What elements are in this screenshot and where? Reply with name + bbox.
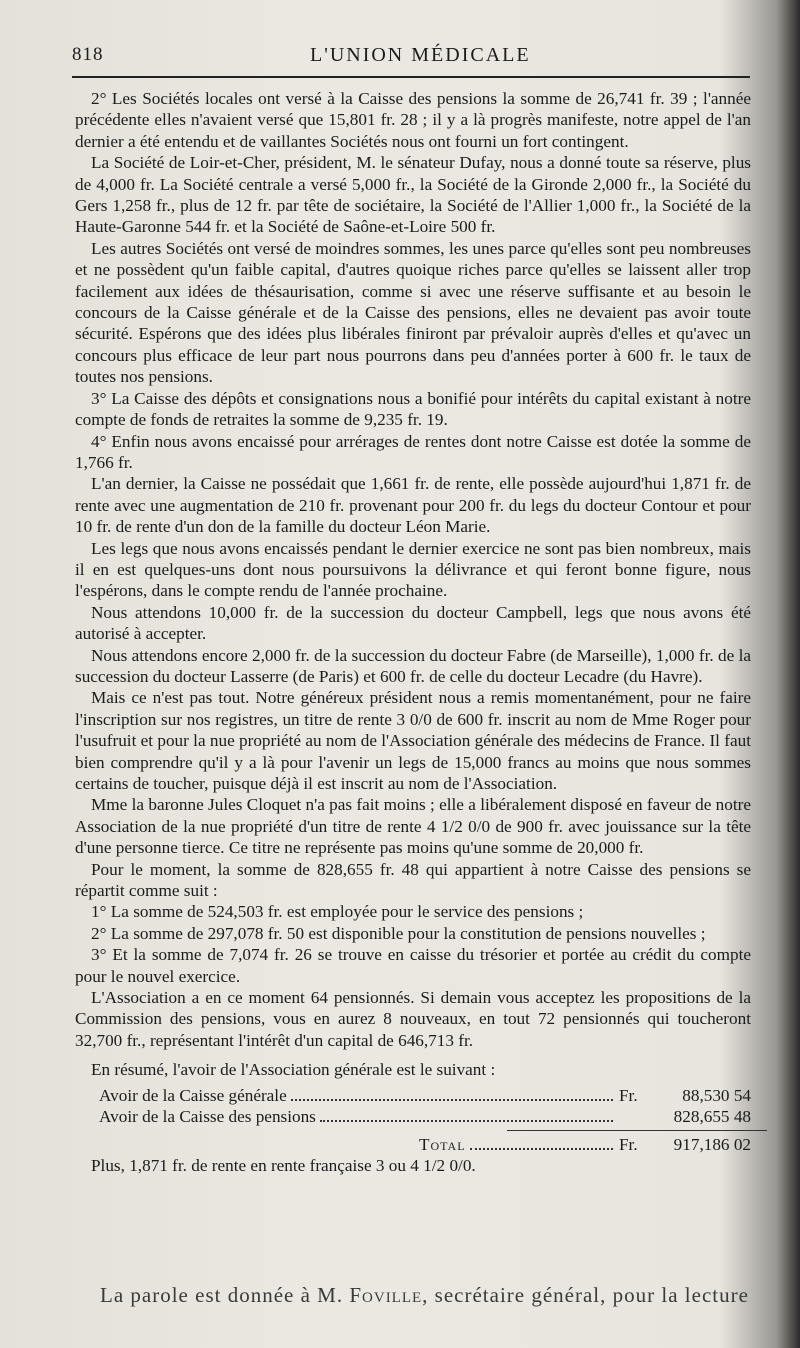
summary-label: Avoir de la Caisse générale [99,1085,287,1105]
closing-text-end: , secrétaire général, pour la lecture [422,1283,749,1307]
summary-row [99,1106,751,1127]
summary-amount: 828,655 48 [673,1106,751,1126]
page-number: 818 [72,44,104,65]
article-body [75,88,751,1176]
running-header [72,40,747,70]
plus-line: Plus, 1,871 fr. de rente en rente française 3 ou 4 1/2 0/0. [91,1155,476,1175]
paragraph: Nous attendons encore 2,000 fr. de la succession du docteur Fabre (de Marseille), 1,000 fr. de la succession du docteur Lasserre (de Paris) et 600 fr. de celle du docteur Lecadre (du Havre). [75,645,751,686]
speaker-name: Foville [349,1283,423,1307]
paragraph: Mme la baronne Jules Cloquet n'a pas fait moins ; elle a libéralement disposé en faveur de notre Association de la nue propriété d'un titre de rente 4 1/2 0/0 de 900 fr. avec jouissance sur la tête d'une personne tierce. Ce titre ne représente pas moins qu'une somme de 20,000 fr. [75,795,751,858]
paragraph: 3° La Caisse des dépôts et consignations nous a bonifié pour intérêts du capital existant à notre compte de fonds de retraites la somme de 9,235 fr. 19. [75,388,751,430]
paragraph: 4° Enfin nous avons encaissé pour arrérages de rentes dont notre Caisse est dotée la somme de 1,766 fr. [75,431,751,472]
summary-label: Avoir de la Caisse des pensions [99,1106,316,1126]
paragraph: L'Association a en ce moment 64 pensionnés. Si demain vous acceptez les propositions de la Commission des pensions, vous en aurez 8 nouveaux, en tout 72 pensionnés qui toucheront 32,700 fr., représentant l'intérêt d'un capital de 646,713 fr. [75,988,751,1050]
closing-text-start: La parole est donnée à M. [100,1283,350,1307]
paragraph: Nous attendons 10,000 fr. de la succession du docteur Campbell, legs que nous avons été autorisé à accepter. [75,602,751,644]
paragraph: Mais ce n'est pas tout. Notre généreux président nous a remis momentanément, pour ne faire l'inscription sur nos registres, un titre de rente 3 0/0 de 600 fr. inscrit au nom de Mme Roger pour l'usufruit et pour la nue propriété au nom de l'Association générale des médecins de France. Il faut bien comprendre qu'il y a là pour l'avenir un legs de 15,000 francs au moins que nous sommes certains de toucher, puisque déjà il est inscrit au nom de l'Association. [75,688,751,793]
paragraph: Pour le moment, la somme de 828,655 fr. 48 qui appartient à notre Caisse des pensions se répartit comme suit : [75,859,751,901]
total-label: Total [419,1134,466,1154]
total-row [99,1134,751,1155]
summary-amount: 88,530 54 [682,1085,751,1105]
paragraph: 3° Et la somme de 7,074 fr. 26 se trouve en caisse du trésorier et portée au crédit du compte pour le nouvel exercice. [75,945,751,986]
total-currency: Fr. [619,1134,638,1154]
paragraph: Les autres Sociétés ont versé de moindres sommes, les unes parce qu'elles sont peu nombreuses et ne possèdent qu'un faible capital, d'autres quoique riches parce qu'elles se laissent aller trop facilement aux idées de thésaurisation, comme si avec une réserve suffisante et au besoin le concours de la Caisse générale et de la Caisse des pensions, elles ne devaient pas avoir toute sécurité. Espérons que des idées plus libérales finiront par prévaloir auprès d'elles et qu'avec un concours plus efficace de leur part nous pourrons dans peu d'années porter à 600 fr. le taux de toutes nos pensions. [75,238,751,387]
paragraph: La Société de Loir-et-Cher, président, M. le sénateur Dufay, nous a donné toute sa réserve, plus de 4,000 fr. La Société centrale a versé 5,000 fr., la Société de la Gironde 2,000 fr., la Société du Gers 1,258 fr., plus de 12 fr. par tête de sociétaire, la Société de l'Allier 1,000 fr., la Société de la Haute-Garonne 544 fr. et la Société de Saône-et-Loire 500 fr. [75,153,751,237]
paragraph: 2° Les Sociétés locales ont versé à la Caisse des pensions la somme de 26,741 fr. 39 ; l'année précédente elles n'avaient versé que 15,801 fr. 28 ; il y a là progrès manifeste, notre appel de l'an dernier a été entendu et de vaillantes Sociétés nous ont fourni un fort contingent. [75,89,751,151]
dot-leader [291,1099,613,1101]
paragraph: 2° La somme de 297,078 fr. 50 est disponible pour la constitution de pensions nouvelles ; [91,923,706,943]
total-amount: 917,186 02 [673,1134,751,1154]
closing-line [100,1283,750,1308]
summary-row [99,1085,751,1106]
paragraph: En résumé, l'avoir de l'Association générale est le suivant : [91,1060,496,1080]
paragraph: 1° La somme de 524,503 fr. est employée pour le service des pensions ; [91,902,584,922]
header-rule [72,76,750,78]
running-title: L'UNION MÉDICALE [310,44,531,66]
paragraph: Les legs que nous avons encaissés pendant le dernier exercice ne sont pas bien nombreux, mais il en est quelques-uns dont nous poursuivons la délivrance et qui feront bonne figure, nous l'espérons, dans le compte rendu de l'année prochaine. [75,538,751,601]
paragraph: L'an dernier, la Caisse ne possédait que 1,661 fr. de rente, elle possède aujourd'hui 1,871 fr. de rente avec une augmentation de 210 fr. provenant pour 200 fr. du legs du docteur Contour et pour 10 fr. de rente d'un don de la famille du docteur Léon Marie. [75,474,751,537]
dot-leader [470,1148,613,1150]
dot-leader [320,1120,613,1122]
sum-rule [507,1130,767,1131]
summary-currency: Fr. [619,1085,638,1105]
summary-table [75,1085,751,1155]
